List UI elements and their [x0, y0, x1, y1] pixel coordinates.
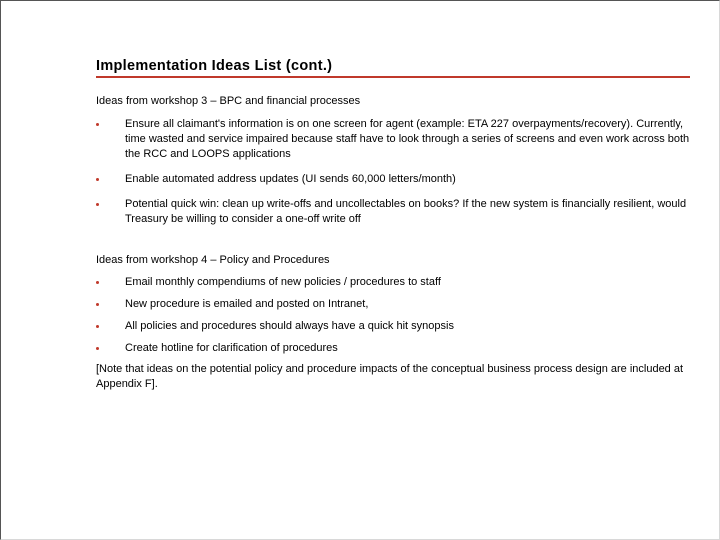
workshop-4-ideas-list — [96, 275, 690, 356]
bullet-icon — [96, 281, 99, 284]
slide-content — [96, 94, 690, 392]
bullet-icon — [96, 347, 99, 350]
bullet-icon — [96, 123, 99, 126]
list-item — [96, 341, 690, 356]
title-underline — [96, 76, 690, 78]
bullet-icon — [96, 178, 99, 181]
list-item — [96, 117, 690, 162]
list-item — [96, 197, 690, 227]
list-item-text: Enable automated address updates (UI sends 60,000 letters/month) — [125, 173, 456, 185]
bullet-icon — [96, 303, 99, 306]
section-heading-workshop-3: Ideas from workshop 3 – BPC and financial processes — [96, 95, 361, 107]
bullet-icon — [96, 325, 99, 328]
list-item — [96, 319, 690, 334]
list-item-text: All policies and procedures should always have a quick hit synopsis — [125, 320, 454, 332]
workshop-3-ideas-list — [96, 117, 690, 227]
list-item — [96, 172, 690, 187]
slide-title: Implementation Ideas List (cont.) — [96, 58, 333, 74]
list-item-text: New procedure is emailed and posted on Intranet, — [125, 298, 369, 310]
section-heading-workshop-4: Ideas from workshop 4 – Policy and Procedures — [96, 254, 330, 266]
appendix-note: [Note that ideas on the potential policy and procedure impacts of the conceptual business process design are included at Appendix F]. — [96, 363, 684, 390]
list-item-text: Email monthly compendiums of new policies / procedures to staff — [125, 276, 441, 288]
list-item — [96, 297, 690, 312]
list-item-text: Potential quick win: clean up write-offs and uncollectables on books? If the new system is financially resilient, would Treasury be willing to consider a one-off write off — [125, 198, 687, 225]
list-item — [96, 275, 690, 290]
list-item-text: Create hotline for clarification of procedures — [125, 342, 338, 354]
bullet-icon — [96, 203, 99, 206]
list-item-text: Ensure all claimant's information is on one screen for agent (example: ETA 227 overpayments/recovery). Currently, time wasted and service impaired because staff have to look through a series of screens and even work across both the RCC and LOOPS applications — [125, 118, 690, 160]
